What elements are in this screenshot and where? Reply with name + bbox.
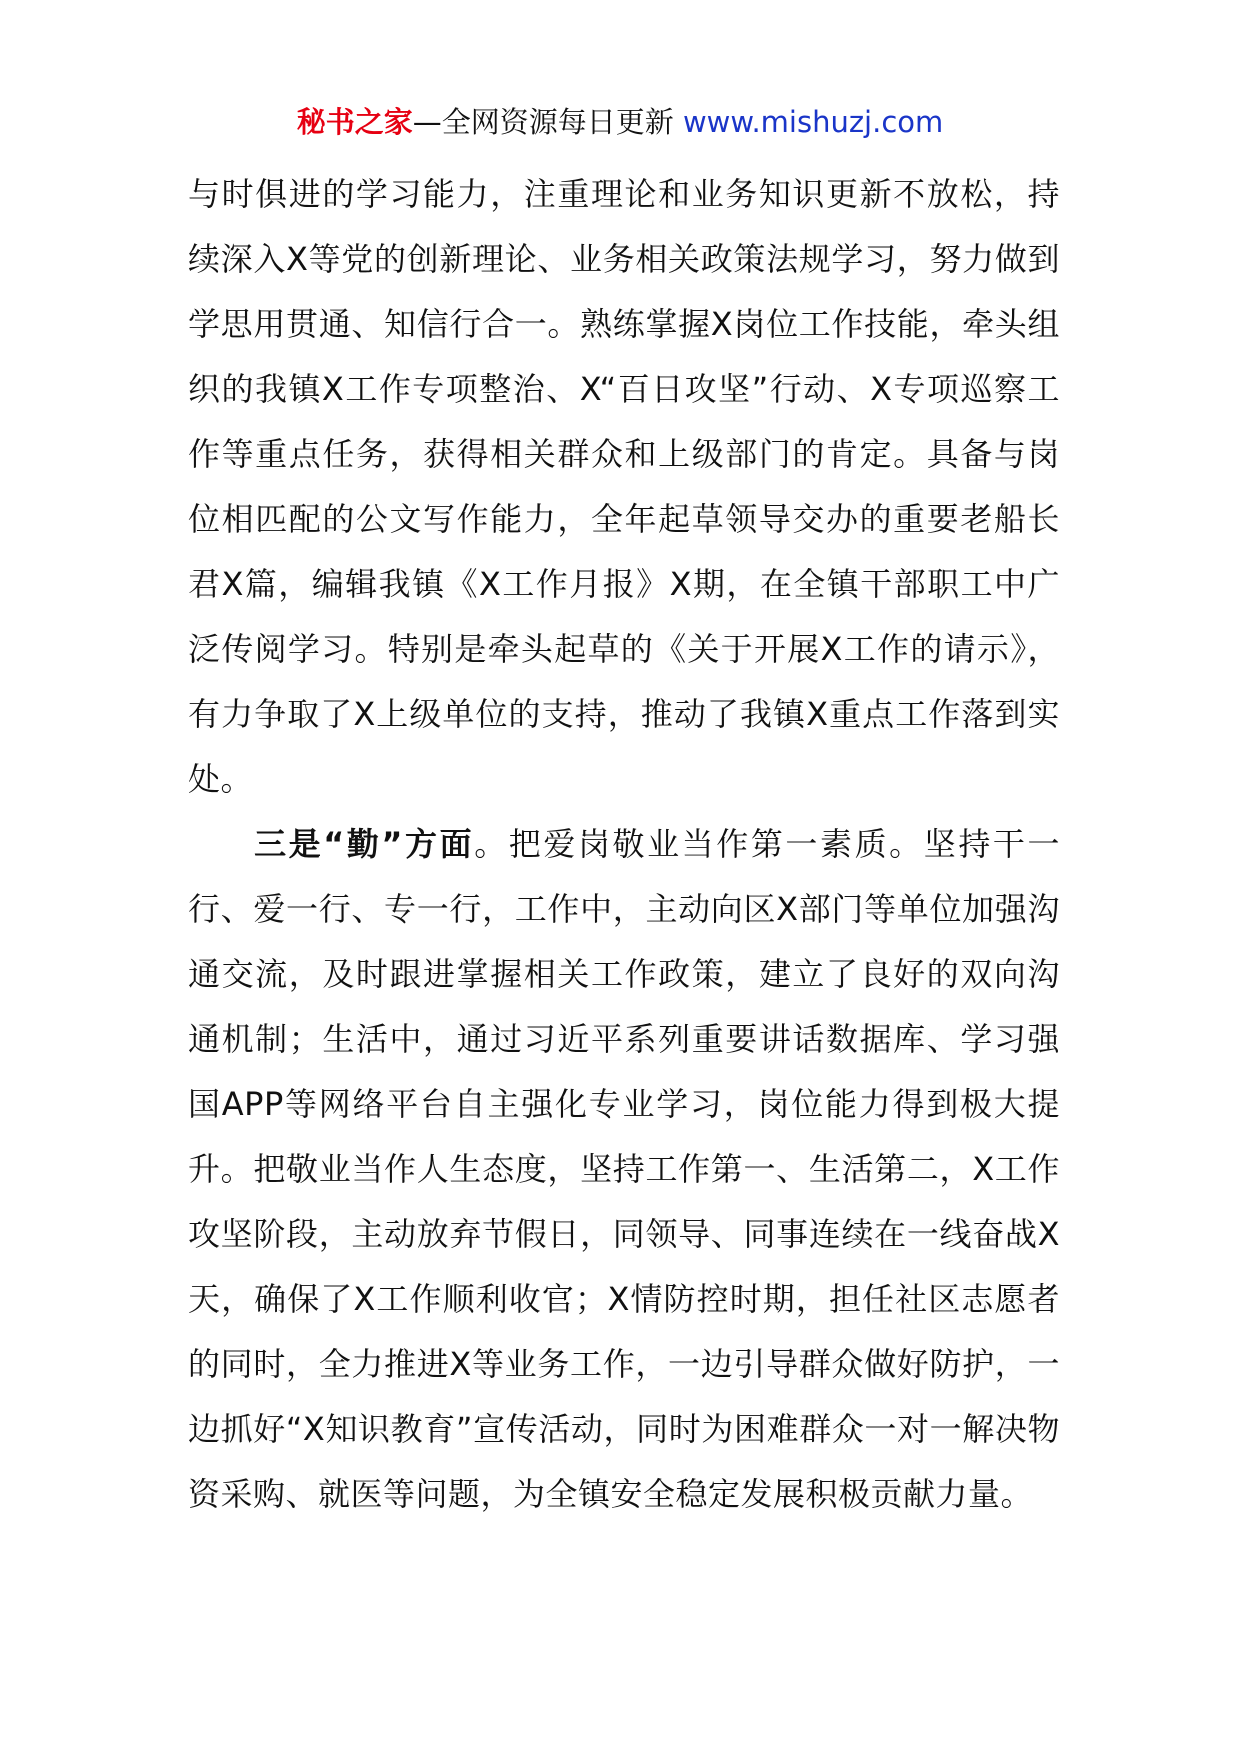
paragraph-lead-heading: 三是“勤”方面 <box>252 825 475 863</box>
site-url-link[interactable]: www.mishuzj.com <box>682 105 944 139</box>
brand-name: 秘书之家 <box>296 105 413 139</box>
paragraph-text: 与时俱进的学习能力，注重理论和业务知识更新不放松，持续深入X等党的创新理论、业务相关政策法规学习，努力做到学思用贯通、知信行合一。熟练掌握X岗位工作技能，牵头组织的我镇X工作专项整治、X“百日攻坚”行动、X专项巡察工作等重点任务，获得相关群众和上级部门的肯定。具备与岗位相匹配的公文写作能力，全年起草领导交办的重要老船长君X篇，编辑我镇《X工作月报》X期，在全镇干部职工中广泛传阅学习。特别是牵头起草的《关于开展X工作的请示》，有力争取了X上级单位的支持，推动了我镇X重点工作落到实处。 <box>188 175 1060 798</box>
paragraph-text: 。把爱岗敬业当作第一素质。坚持干一行、爱一行、专一行，工作中，主动向区X部门等单位加强沟通交流，及时跟进掌握相关工作政策，建立了良好的双向沟通机制；生活中，通过习近平系列重要讲话数据库、学习强国APP等网络平台自主强化专业学习，岗位能力得到极大提升。把敬业当作人生态度，坚持工作第一、生活第二，X工作攻坚阶段，主动放弃节假日，同领导、同事连续在一线奋战X天，确保了X工作顺利收官；X情防控时期，担任社区志愿者的同时，全力推进X等业务工作，一边引导群众做好防护，一边抓好“X知识教育”宣传活动，同时为困难群众一对一解决物资采购、就医等问题，为全镇安全稳定发展积极贡献力量。 <box>188 825 1060 1513</box>
document-body <box>188 162 1060 1527</box>
paragraph-diligence <box>188 812 1060 1527</box>
header-slogan: —全网资源每日更新 <box>412 105 674 139</box>
site-header <box>0 100 1240 144</box>
paragraph-continued <box>188 162 1060 812</box>
